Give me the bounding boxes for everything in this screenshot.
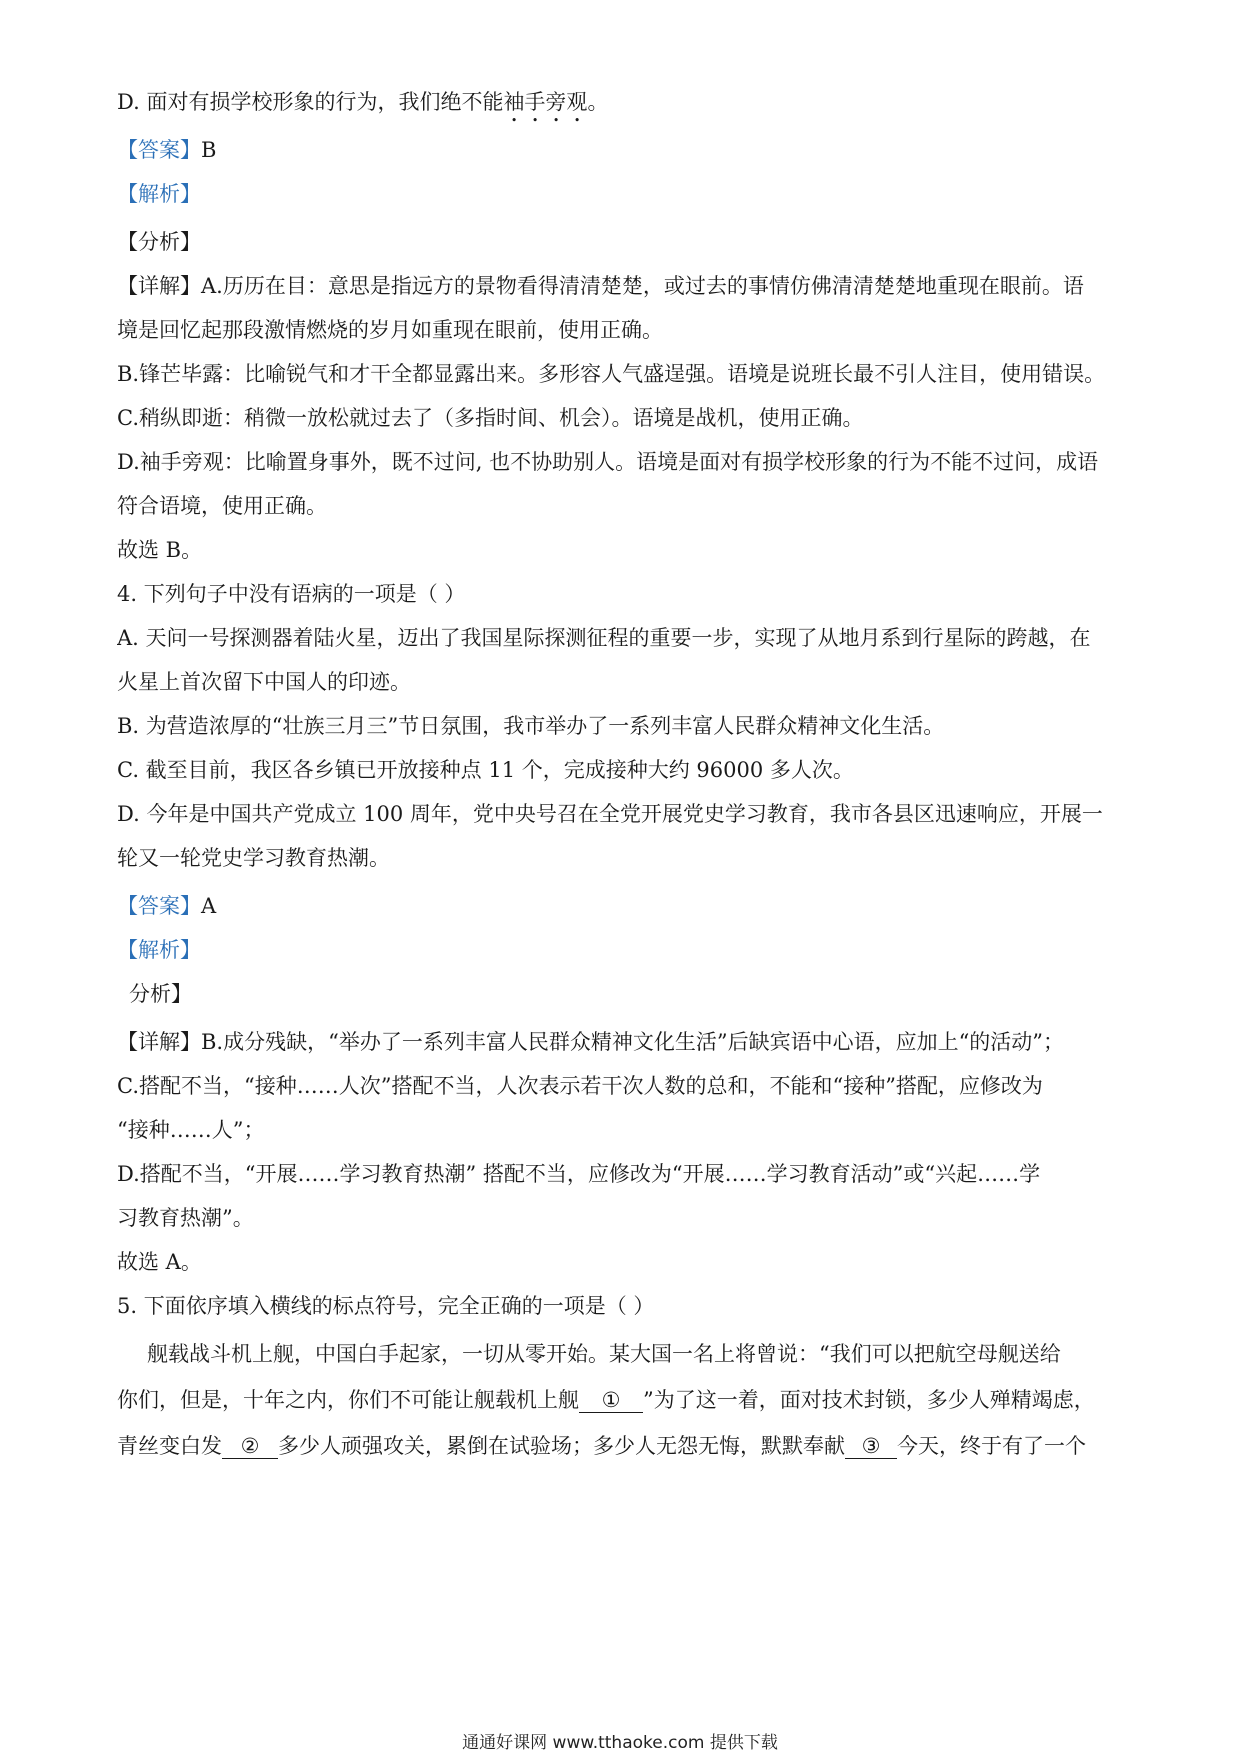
q3-answer — [117, 136, 1128, 164]
q3-conclusion: 故选 B。 — [117, 538, 203, 562]
q3-option-d: D. 面对有损学校形象的行为，我们绝不能袖手旁观。 — [117, 90, 609, 114]
q5-passage-line: 青丝变白发 ② 多少人顽强攻关，累倒在试验场；多少人无怨无悔，默默奉献 ③ 今天，终于有了一个 — [117, 1434, 1086, 1458]
q4-option-d: D. 今年是中国共产党成立 100 周年，党中央号召在全党开展党史学习教育，我市各县区迅速响应，开展一 — [117, 802, 1103, 826]
q3-analysis-tag: 【解析】 — [117, 182, 201, 206]
q4-stem: 4. 下列句子中没有语病的一项是（ ） — [117, 582, 466, 606]
q4-answer — [117, 892, 1128, 920]
fill-blank-1: ① — [579, 1388, 643, 1413]
q3-detail-line: B.锋芒毕露：比喻锐气和才干全都显露出来。多形容人气盛逞强。语境是说班长最不引人注目，使用错误。 — [117, 362, 1106, 386]
q5-passage-line: 舰载战斗机上舰，中国白手起家，一切从零开始。某大国一名上将曾说：“我们可以把航空母舰送给 — [147, 1342, 1061, 1366]
q4-detail-line: D.搭配不当，“开展……学习教育热潮” 搭配不当，应修改为“开展……学习教育活动”或“兴起……学 — [117, 1162, 1041, 1186]
answer-value: A — [201, 894, 217, 918]
q4-fenxi: 分析】 — [129, 982, 192, 1006]
answer-value: B — [201, 138, 217, 162]
q4-detail-line: C.搭配不当，“接种……人次”搭配不当，人次表示若干次人数的总和，不能和“接种”搭配，应修改为 — [117, 1074, 1043, 1098]
q4-option-b: B. 为营造浓厚的“壮族三月三”节日氛围，我市举办了一系列丰富人民群众精神文化生活。 — [117, 714, 945, 738]
q4-detail-line: “接种……人”； — [117, 1118, 265, 1142]
q3-detail-line: D.袖手旁观：比喻置身事外，既不过问, 也不协助别人。语境是面对有损学校形象的行为不能不过问，成语 — [117, 450, 1099, 474]
q5-stem: 5. 下面依序填入横线的标点符号，完全正确的一项是（ ） — [117, 1294, 655, 1318]
q3-fenxi: 【分析】 — [117, 230, 201, 254]
fill-blank-2: ② — [222, 1434, 278, 1459]
q4-detail-line: 【详解】B.成分残缺，“举办了一系列丰富人民群众精神文化生活”后缺宾语中心语，应加上“的活动”； — [117, 1030, 1065, 1054]
answer-tag: 【答案】 — [117, 138, 201, 162]
q4-option-a: A. 天问一号探测器着陆火星，迈出了我国星际探测征程的重要一步，实现了从地月系到行星际的跨越，在 — [117, 626, 1091, 650]
q4-option-a-cont: 火星上首次留下中国人的印迹。 — [117, 670, 411, 694]
q4-option-d-cont: 轮又一轮党史学习教育热潮。 — [117, 846, 390, 870]
q3-detail-line: C.稍纵即逝：稍微一放松就过去了（多指时间、机会）。语境是战机，使用正确。 — [117, 406, 864, 430]
q4-option-c: C. 截至目前，我区各乡镇已开放接种点 11 个，完成接种大约 96000 多人次。 — [117, 758, 854, 782]
q4-detail-line: 习教育热潮”。 — [117, 1206, 254, 1230]
fill-blank-3: ③ — [845, 1434, 897, 1459]
q4-analysis-tag: 【解析】 — [117, 938, 201, 962]
emphasized-phrase: 袖手旁观 — [503, 90, 588, 114]
q3-detail-line: 境是回忆起那段激情燃烧的岁月如重现在眼前，使用正确。 — [117, 318, 663, 342]
q5-passage-line: 你们，但是，十年之内，你们不可能让舰载机上舰 ① ”为了这一着，面对技术封锁，多少人殚精竭虑， — [117, 1388, 1095, 1412]
q4-conclusion: 故选 A。 — [117, 1250, 202, 1274]
page-footer: 通通好课网 www.tthaoke.com 提供下载 — [462, 1733, 778, 1753]
q3-detail-line: 符合语境，使用正确。 — [117, 494, 327, 518]
answer-tag: 【答案】 — [117, 894, 201, 918]
q3-detail-line: 【详解】A.历历在目：意思是指远方的景物看得清清楚楚，或过去的事情仿佛清清楚楚地重现在眼前。语 — [117, 274, 1084, 298]
